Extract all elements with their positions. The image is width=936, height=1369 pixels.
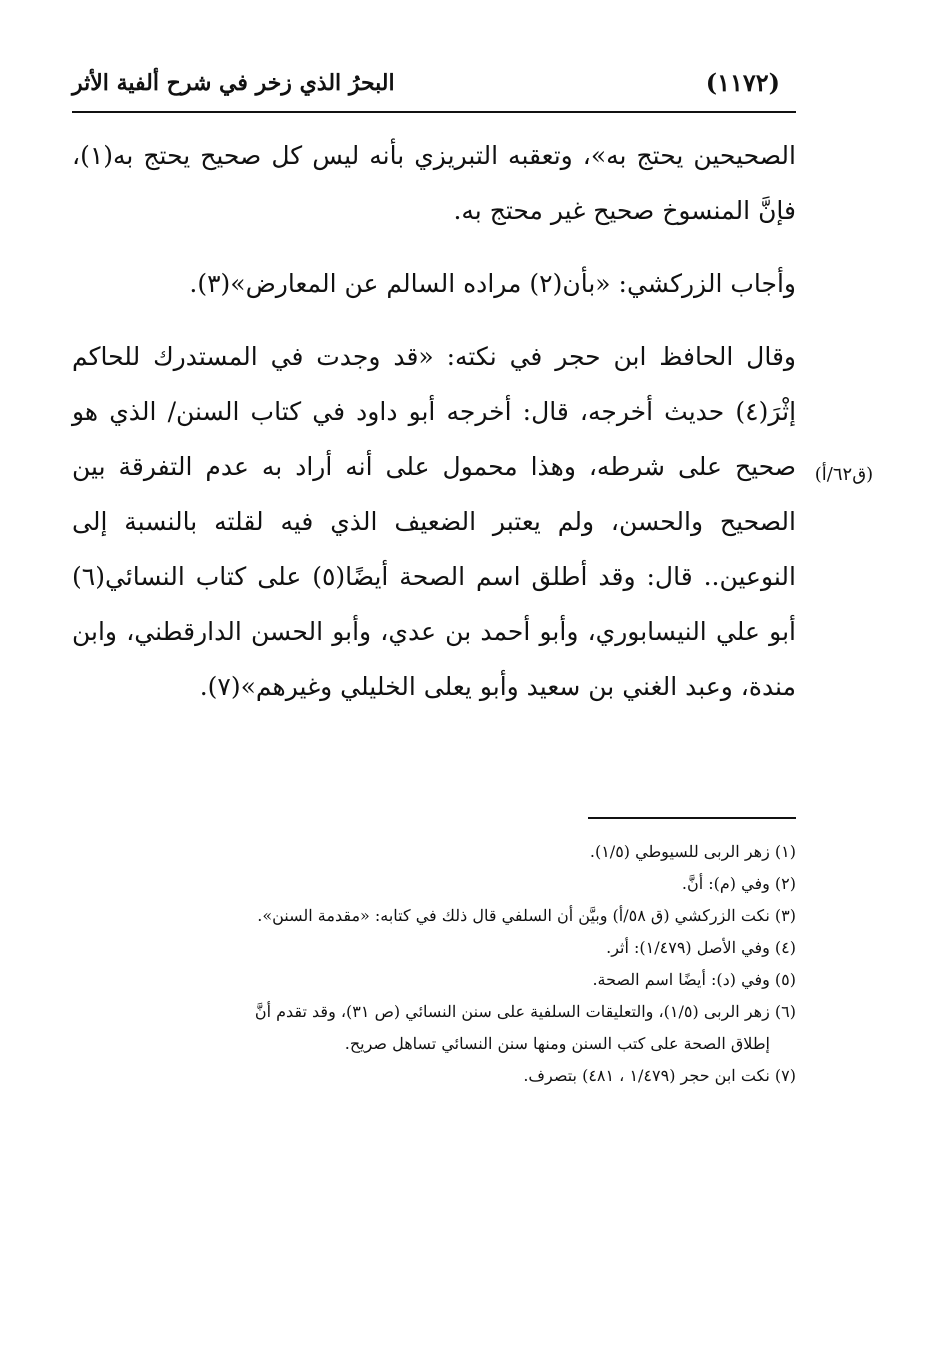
- footnote-5: (٥) وفي (د): أيضًا اسم الصحة.: [592, 970, 796, 989]
- page-number: (١١٧٢): [705, 68, 780, 97]
- margin-manuscript-note: (ق٦٢/أ): [814, 464, 874, 485]
- footnote-2: (٢) وفي (م): أنَّ.: [681, 874, 796, 893]
- footnote-6: (٦) زهر الربى (١/٥)، والتعليقات السلفية على سنن النسائي (ص ٣١)، وقد تقدم أنَّ: [254, 1002, 796, 1021]
- footnote-1: (١) زهر الربى للسيوطي (١/٥).: [589, 842, 796, 861]
- footnote-separator: [588, 817, 796, 819]
- book-title: البحرُ الذي زخر في شرح ألفية الأثر: [72, 70, 395, 96]
- header-rule: [72, 111, 796, 113]
- footnote-6-continuation: إطلاق الصحة على كتب السنن ومنها سنن النسائي تساهل صريح.: [344, 1034, 770, 1053]
- paragraph-2: وأجاب الزركشي: «بأن(٢) مراده السالم عن المعارض»(٣).: [189, 269, 796, 298]
- footnote-3: (٣) نكت الزركشي (ق ٥٨/أ) وبيَّن أن السلفي قال ذلك في كتابه: «مقدمة السنن».: [257, 906, 796, 925]
- paragraph-1: الصحيحين يحتج به»، وتعقبه التبريزي بأنه ليس كل صحيح يحتج به(١)، فإنَّ المنسوخ صحيح غير محتج به.: [72, 141, 796, 225]
- footnotes: [72, 836, 796, 1092]
- footnote-4: (٤) وفي الأصل (١/٤٧٩): أثر.: [606, 938, 796, 957]
- running-header: [72, 60, 796, 112]
- main-text: [72, 128, 796, 714]
- footnote-7: (٧) نكت ابن حجر (١/٤٧٩ ، ٤٨١) بتصرف.: [523, 1066, 796, 1085]
- paragraph-3: وقال الحافظ ابن حجر في نكته: «قد وجدت في المستدرك للحاكم إثْرَ(٤) حديث أخرجه، قال: أخرجه أبو داود في كتاب السنن/ الذي هو صحيح على شرطه، وهذا محمول على أنه أراد به عدم التفرقة بين الصحيح والحسن، ولم يعتبر الضعيف الذي فيه لقلته بالنسبة إلى النوعين.. قال: وقد أطلق اسم الصحة أيضًا(٥) على كتاب النسائي(٦) أبو علي النيسابوري، وأبو أحمد بن عدي، وأبو الحسن الدارقطني، وابن مندة، وعبد الغني بن سعيد وأبو يعلى الخليلي وغيرهم»(٧).: [72, 342, 797, 701]
